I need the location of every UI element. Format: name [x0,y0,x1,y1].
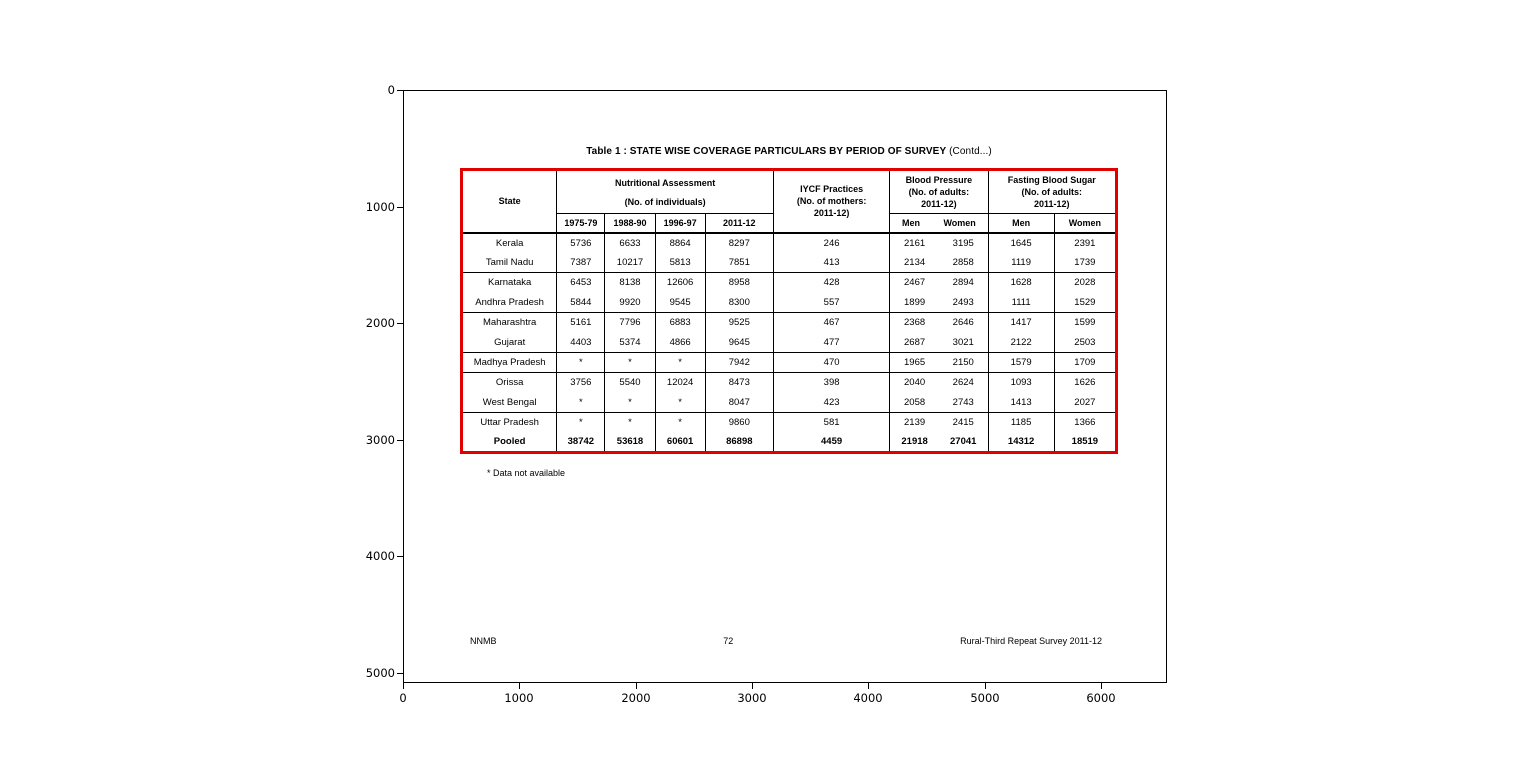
cell: 2122 [988,333,1054,353]
cell: 1185 [988,413,1054,433]
x-axis-tick-label: 0 [399,691,407,705]
cell: 4403 [557,333,605,353]
cell: 6883 [655,313,705,333]
y-axis-tick-label: 3000 [365,433,395,447]
x-axis-tick-label: 1000 [504,691,534,705]
cell: 9545 [655,293,705,313]
table-row-uttar-pradesh [462,413,1117,433]
cell: 423 [773,393,889,413]
y-axis-tick-label: 4000 [365,549,395,563]
bp-pair-cell: 2058 2743 [890,393,988,413]
cell: 8297 [705,233,773,253]
cell: 7387 [557,253,605,273]
cell: 14312 [988,433,1054,453]
cell: 1119 [988,253,1054,273]
cell: 1628 [988,273,1054,293]
bp-header-line3: 2011-12) [921,199,957,209]
cell: 38742 [557,433,605,453]
cell: 3756 [557,373,605,393]
x-tick-mark [985,683,986,689]
cell: 12606 [655,273,705,293]
cell: 53618 [605,433,655,453]
cell: 4866 [655,333,705,353]
fbs-header-line2: (No. of adults: [1021,187,1083,197]
data-table-wrapper [460,168,1118,454]
cell: * [605,393,655,413]
cell: 5374 [605,333,655,353]
iycf-header-line3: 2011-12) [813,208,850,219]
x-axis-tick-label: 3000 [737,691,767,705]
fbs-men-header: Men [988,214,1054,233]
cell: 1111 [988,293,1054,313]
x-axis-tick-label: 2000 [621,691,651,705]
table-header-row-1 [462,170,1117,214]
x-tick-mark [519,683,520,689]
cell: 1739 [1054,253,1116,273]
y-axis-tick-label: 1000 [365,200,395,214]
bp-header-line1: Blood Pressure [905,175,973,185]
cell: 1579 [988,353,1054,373]
cell: 413 [773,253,889,273]
cell: 5540 [605,373,655,393]
coverage-table [460,168,1118,454]
page-title-main: Table 1 : STATE WISE COVERAGE PARTICULARS BY PERIOD OF SURVEY [586,146,947,157]
cell: 60601 [655,433,705,453]
cell: 9860 [705,413,773,433]
cell: 6453 [557,273,605,293]
cell: 428 [773,273,889,293]
cell: 9525 [705,313,773,333]
cell: 1366 [1054,413,1116,433]
cell: 398 [773,373,889,393]
iycf-header-line1: IYCF Practices [800,184,864,195]
cell: 581 [773,413,889,433]
cell: * [605,413,655,433]
nutrition-header-line2: (No. of individuals) [624,196,706,207]
x-axis-tick-label: 5000 [970,691,1000,705]
bp-women-header: Women [943,217,976,228]
x-axis-tick-label: 4000 [853,691,883,705]
y-axis-tick-label: 0 [387,83,395,97]
table-row-kerala [462,233,1117,253]
x-tick-mark [868,683,869,689]
table-row-orissa [462,373,1117,393]
cell: * [557,353,605,373]
x-tick-mark [636,683,637,689]
cell: * [655,353,705,373]
cell: 1626 [1054,373,1116,393]
state-cell: Pooled [462,433,557,453]
bp-men-women-header [890,214,988,233]
x-tick-mark [403,683,404,689]
table-row-pooled [462,433,1117,453]
y-axis-tick-label: 5000 [365,666,395,680]
cell: 7851 [705,253,773,273]
state-cell: West Bengal [462,393,557,413]
cell: * [605,353,655,373]
cell: 9645 [705,333,773,353]
table-row-madhya-pradesh [462,353,1117,373]
bp-pair-cell: 1965 2150 [890,353,988,373]
cell: 1413 [988,393,1054,413]
cell: 1093 [988,373,1054,393]
bp-header-line2: (No. of adults: [908,187,970,197]
iycf-header [773,170,889,233]
cell: 8958 [705,273,773,293]
state-cell: Uttar Pradesh [462,413,557,433]
bp-pair-cell: 21918 27041 [890,433,988,453]
bp-pair-cell: 2687 3021 [890,333,988,353]
bp-men-header: Men [902,217,920,228]
page-title [460,146,1118,157]
state-cell: Kerala [462,233,557,253]
blood-pressure-header [890,170,988,214]
cell: 8300 [705,293,773,313]
x-tick-mark [1101,683,1102,689]
footer-page-number: 72 [723,636,734,646]
fbs-header-line3: 2011-12) [1034,199,1070,209]
nutrition-header [557,170,774,214]
year-header: 1975-79 [557,214,605,233]
state-cell: Gujarat [462,333,557,353]
bp-pair-cell: 1899 2493 [890,293,988,313]
table-row-maharashtra [462,313,1117,333]
fasting-blood-sugar-header [988,170,1116,214]
cell: 2027 [1054,393,1116,413]
cell: 7796 [605,313,655,333]
bp-pair-cell: 2139 2415 [890,413,988,433]
footer-right: Rural-Third Repeat Survey 2011-12 [960,636,1102,646]
cell: 6633 [605,233,655,253]
cell: 7942 [705,353,773,373]
cell: 9920 [605,293,655,313]
cell: 2391 [1054,233,1116,253]
cell: 1645 [988,233,1054,253]
bp-pair-cell: 2040 2624 [890,373,988,393]
state-cell: Karnataka [462,273,557,293]
cell: 10217 [605,253,655,273]
page-title-contd: (Contd...) [949,146,992,157]
year-header: 2011-12 [705,214,773,233]
fbs-header-line1: Fasting Blood Sugar [1007,175,1096,185]
bp-pair-cell: 2368 2646 [890,313,988,333]
cell: 5813 [655,253,705,273]
cell: 477 [773,333,889,353]
x-axis-tick-label: 6000 [1086,691,1116,705]
table-row-andhra-pradesh [462,293,1117,313]
year-header: 1988-90 [605,214,655,233]
state-cell: Tamil Nadu [462,253,557,273]
bp-pair-cell: 2134 2858 [890,253,988,273]
cell: 1529 [1054,293,1116,313]
cell: 86898 [705,433,773,453]
state-cell: Maharashtra [462,313,557,333]
table-row-tamil-nadu [462,253,1117,273]
cell: 1599 [1054,313,1116,333]
cell: 8047 [705,393,773,413]
cell: 18519 [1054,433,1116,453]
cell: 12024 [655,373,705,393]
cell: * [557,393,605,413]
cell: 557 [773,293,889,313]
footnote: * Data not available [487,468,566,478]
cell: 1709 [1054,353,1116,373]
year-header: 1996-97 [655,214,705,233]
cell: * [557,413,605,433]
table-row-karnataka [462,273,1117,293]
cell: 1417 [988,313,1054,333]
cell: 246 [773,233,889,253]
cell: * [655,413,705,433]
table-row-gujarat [462,333,1117,353]
table-row-west-bengal [462,393,1117,413]
cell: 2503 [1054,333,1116,353]
page-footer [460,636,1118,646]
cell: 8138 [605,273,655,293]
state-cell: Orissa [462,373,557,393]
y-axis-tick-label: 2000 [365,316,395,330]
x-tick-mark [752,683,753,689]
cell: 470 [773,353,889,373]
cell: 2028 [1054,273,1116,293]
fbs-women-header: Women [1054,214,1116,233]
cell: * [655,393,705,413]
state-cell: Andhra Pradesh [462,293,557,313]
bp-pair-cell: 2467 2894 [890,273,988,293]
cell: 8473 [705,373,773,393]
footer-left: NNMB [470,636,497,646]
cell: 4459 [773,433,889,453]
cell: 467 [773,313,889,333]
cell: 5736 [557,233,605,253]
nutrition-header-line1: Nutritional Assessment [615,177,716,188]
cell: 8864 [655,233,705,253]
iycf-header-line2: (No. of mothers: [796,196,867,207]
state-cell: Madhya Pradesh [462,353,557,373]
bp-pair-cell: 2161 3195 [890,233,988,253]
state-header: State [462,170,557,233]
cell: 5161 [557,313,605,333]
cell: 5844 [557,293,605,313]
